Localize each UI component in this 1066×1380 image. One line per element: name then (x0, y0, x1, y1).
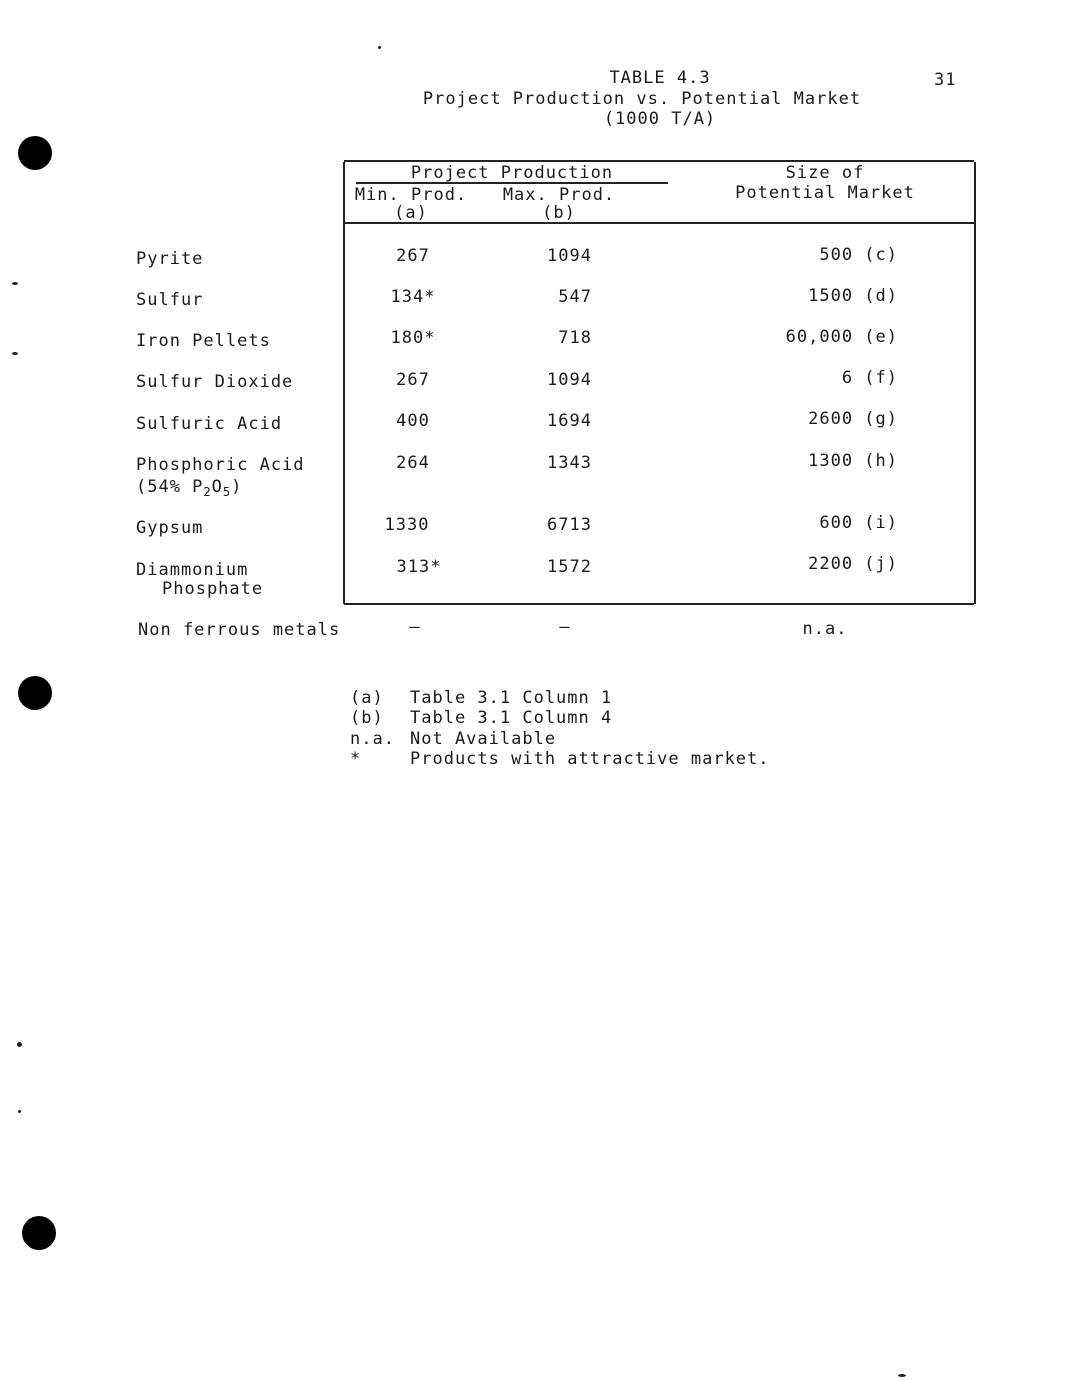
table-units: (1000 T/A) (603, 109, 717, 129)
row-max-prod: 1572 (547, 557, 592, 577)
row-max-prod: 547 (558, 287, 592, 307)
row-product: Iron Pellets (136, 331, 271, 351)
row-max-prod-non-ferrous: — (559, 617, 571, 637)
header-max-prod: Max. Prod. (502, 185, 616, 205)
speck (18, 1110, 21, 1113)
row-product: Sulfur (136, 290, 204, 310)
header-size-of: Size of (785, 163, 865, 183)
header-min-note: (a) (394, 203, 428, 223)
row-max-prod: 1094 (547, 370, 592, 390)
footnote-text: Table 3.1 Column 4 (410, 708, 613, 728)
row-market-size: 1500 (d) (808, 286, 898, 306)
table-title: Project Production vs. Potential Market (422, 89, 862, 109)
table-label: TABLE 4.3 (609, 68, 711, 88)
footnote-text: Not Available (410, 729, 557, 749)
speck (378, 46, 381, 49)
footnote-key: n.a. (350, 729, 395, 749)
row-product: Phosphoric Acid (136, 455, 305, 475)
speck (12, 282, 18, 285)
page-number: 31 (934, 70, 957, 90)
row-market-size: 2200 (j) (808, 554, 898, 574)
header-project-production: Project Production (410, 163, 614, 183)
table-right-rule (974, 162, 976, 604)
footnote-text: Table 3.1 Column 1 (410, 688, 613, 708)
row-max-prod: 718 (558, 328, 592, 348)
table-bottom-rule (344, 603, 974, 605)
row-min-prod: 400 (396, 411, 430, 431)
header-min-prod: Min. Prod. (354, 185, 468, 205)
row-market-size: 60,000 (e) (785, 327, 898, 347)
row-market-size: 1300 (h) (808, 451, 898, 471)
row-min-prod: 1330 (384, 515, 430, 535)
row-market-size: 6 (f) (841, 368, 898, 388)
row-market-non-ferrous: n.a. (802, 619, 848, 639)
row-product: Diammonium (136, 560, 249, 580)
row-market-size: 600 (i) (819, 513, 898, 533)
row-min-prod: 267 (396, 370, 430, 390)
punch-hole-middle (18, 676, 52, 710)
footnote-text: Products with attractive market. (410, 749, 770, 769)
row-min-prod-non-ferrous: — (409, 617, 421, 637)
table-left-rule (343, 162, 345, 604)
row-max-prod: 6713 (547, 515, 592, 535)
row-market-size: 2600 (g) (808, 409, 898, 429)
row-product-detail-text: (54% P (136, 477, 204, 497)
row-min-prod: 180* (390, 328, 436, 348)
row-min-prod: 134* (390, 287, 436, 307)
header-potential-market: Potential Market (735, 183, 915, 203)
row-min-prod: 267 (396, 246, 430, 266)
speck (898, 1374, 906, 1377)
row-max-prod: 1694 (547, 411, 592, 431)
footnote-key: (a) (350, 688, 384, 708)
speck (17, 1042, 22, 1047)
row-product: Gypsum (136, 518, 204, 538)
row-product-line2: Phosphate (162, 579, 264, 599)
row-max-prod: 1094 (547, 246, 592, 266)
footnote-key: (b) (350, 708, 384, 728)
row-product: Sulfur Dioxide (136, 372, 294, 392)
row-product-non-ferrous: Non ferrous metals (138, 620, 341, 640)
punch-hole-bottom (22, 1216, 56, 1250)
footnote-key: * (350, 749, 362, 769)
row-product: Sulfuric Acid (136, 414, 283, 434)
header-max-note: (b) (542, 203, 576, 223)
punch-hole-top (18, 136, 52, 170)
row-min-prod: 264 (396, 453, 430, 473)
row-min-prod: 313* (396, 557, 442, 577)
speck (12, 352, 18, 355)
row-product: Pyrite (136, 249, 204, 269)
subscript: 2 (203, 485, 212, 499)
table-top-rule (344, 160, 974, 162)
row-product-detail: (54% $P_2O_5$) (136, 477, 243, 499)
subscript: 5 (222, 485, 232, 499)
row-max-prod: 1343 (547, 453, 592, 473)
row-market-size: 500 (c) (819, 245, 898, 265)
